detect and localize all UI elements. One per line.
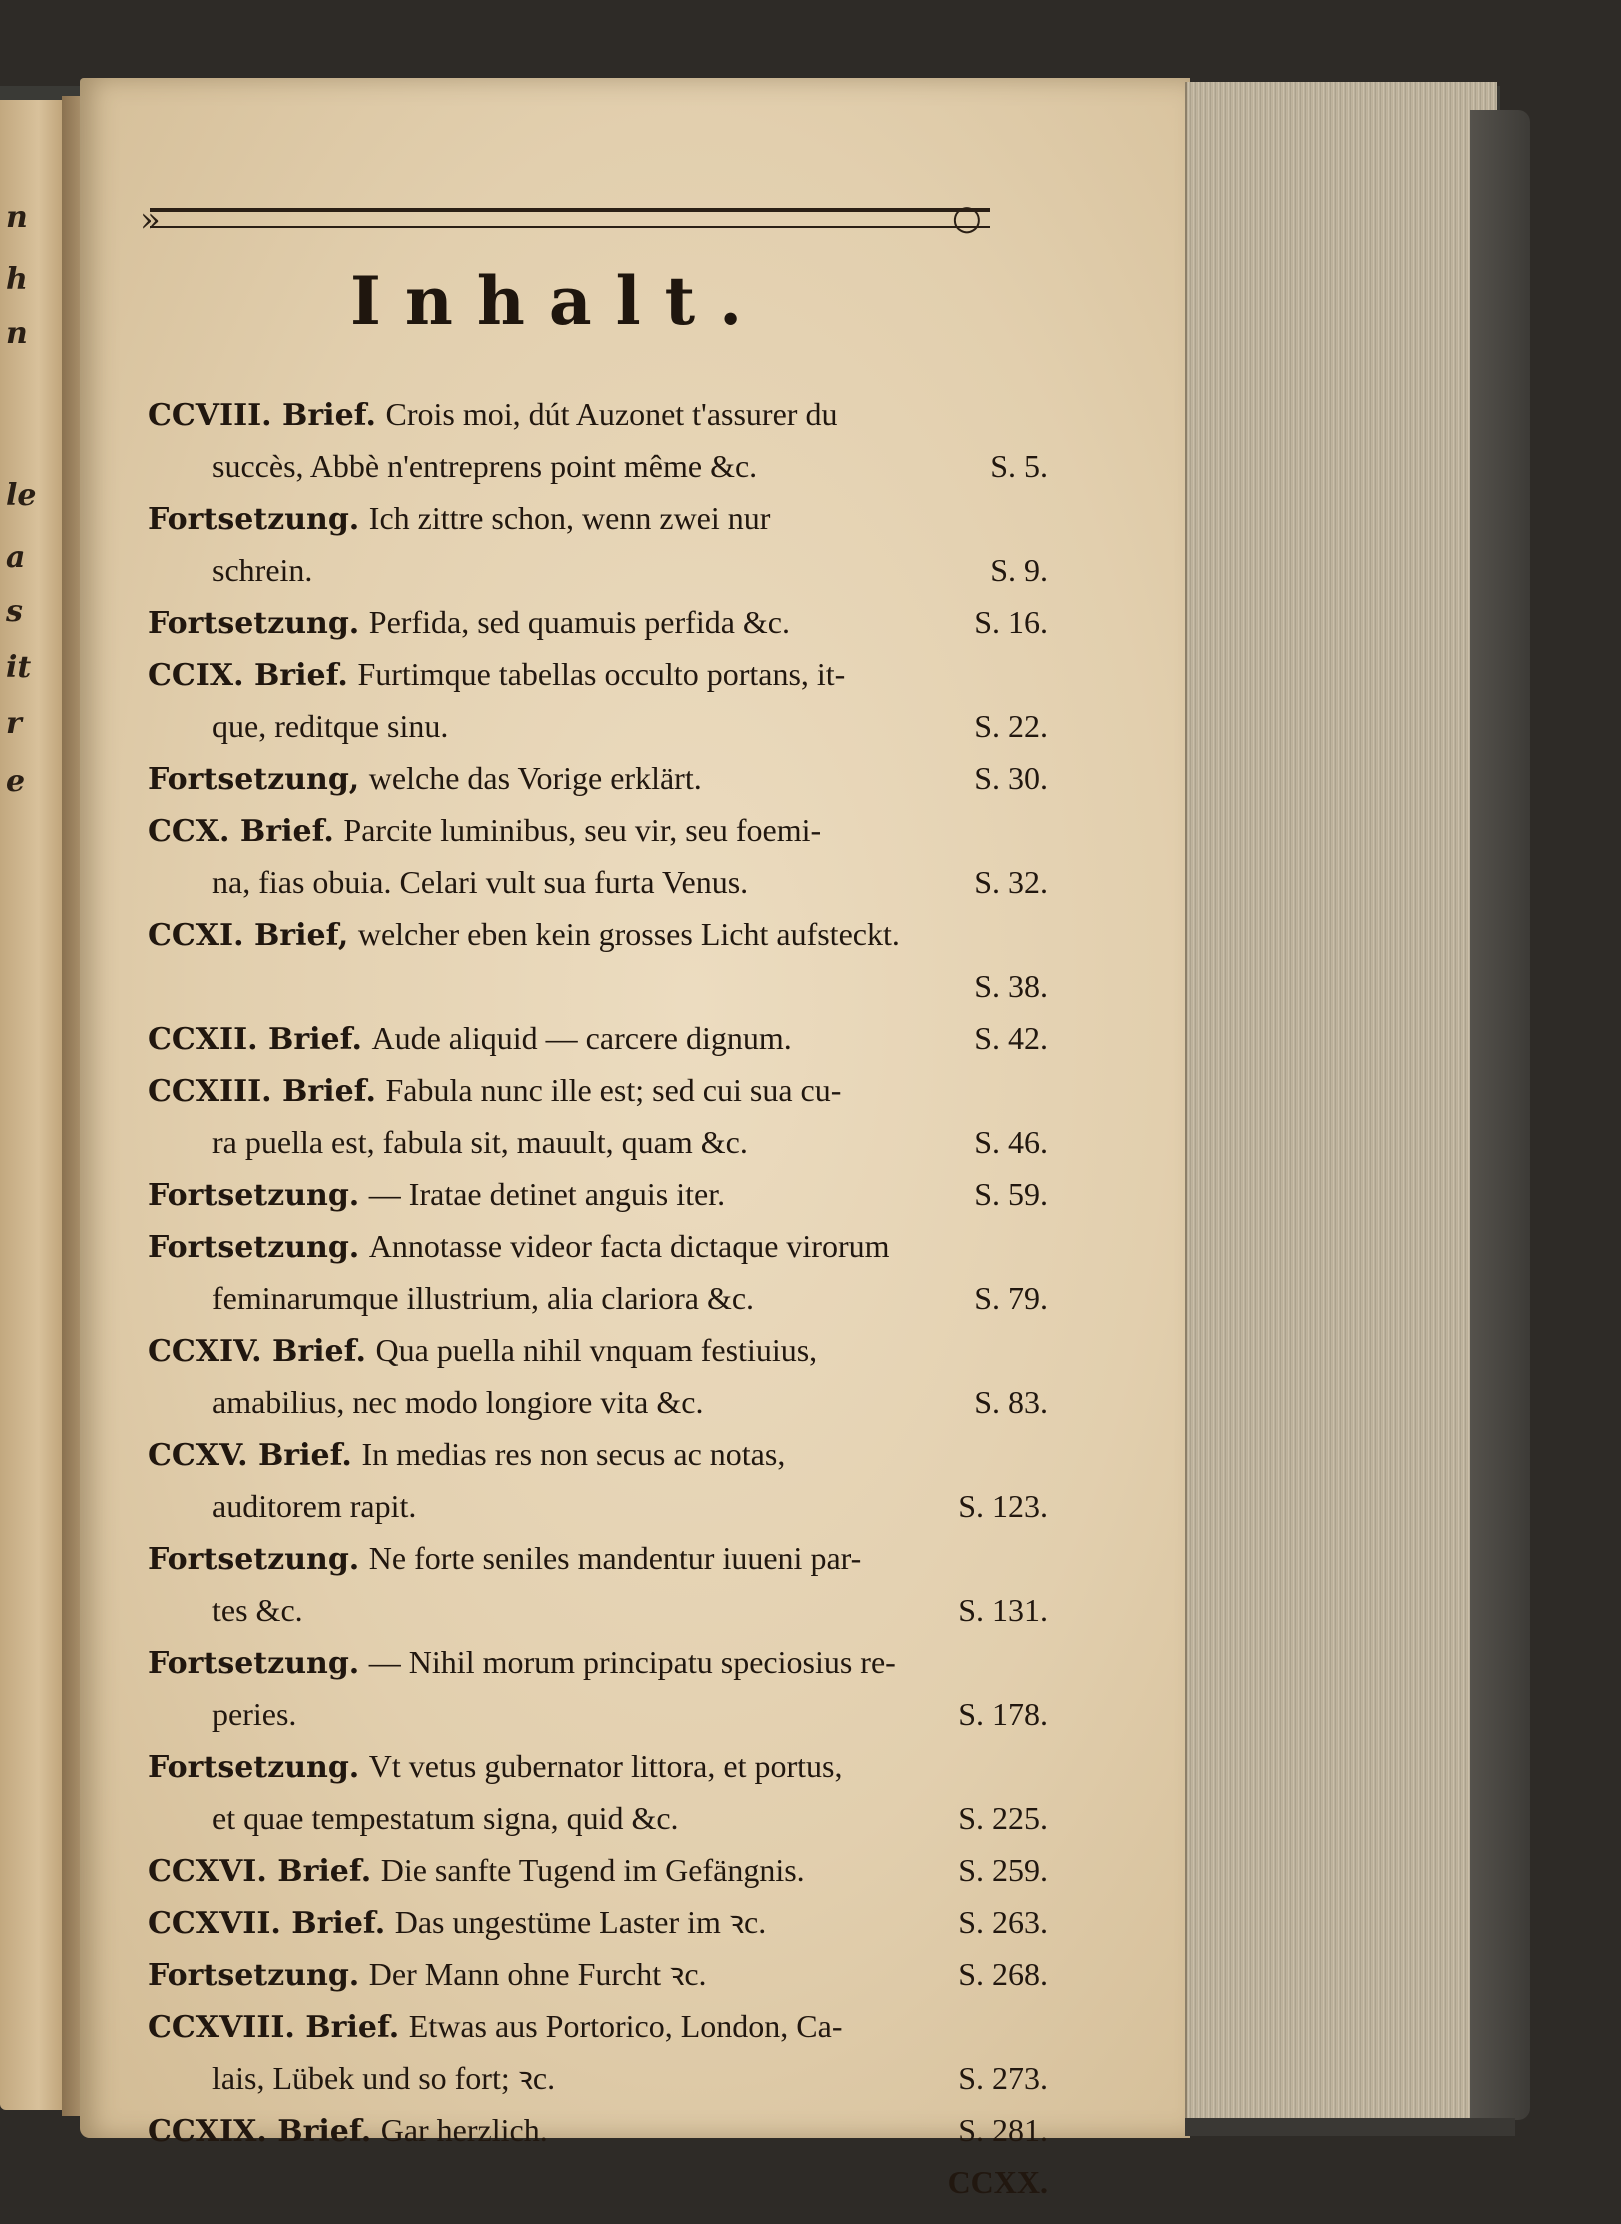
toc-row bbox=[148, 804, 1048, 856]
toc-row bbox=[148, 1168, 1048, 1220]
toc-entry-label: Fortsetzung. bbox=[148, 1958, 360, 1993]
toc-row bbox=[148, 1428, 1048, 1480]
toc-page-number: S. 9. bbox=[990, 552, 1048, 588]
table-of-contents bbox=[148, 388, 1048, 2208]
toc-entry-text: amabilius, nec modo longiore vita &c. bbox=[212, 1384, 704, 1420]
toc-row bbox=[148, 388, 1048, 440]
toc-row bbox=[148, 1896, 1048, 1948]
toc-entry-text: Etwas aus Portorico, London, Ca- bbox=[408, 2008, 843, 2044]
toc-entry-text: In medias res non secus ac notas, bbox=[361, 1436, 786, 1472]
toc-entry-label: CCXII. Brief. bbox=[148, 1022, 362, 1057]
toc-page-number: S. 59. bbox=[974, 1176, 1048, 1212]
toc-entry-label: CCXIX. Brief. bbox=[148, 2114, 372, 2149]
toc-entry-text: Fabula nunc ille est; sed cui sua cu- bbox=[385, 1072, 842, 1108]
toc-page-number: S. 131. bbox=[958, 1592, 1048, 1628]
toc-row bbox=[148, 752, 1048, 804]
toc-row bbox=[148, 1012, 1048, 1064]
toc-row bbox=[148, 960, 1048, 1012]
toc-entry-text: na, fias obuia. Celari vult sua furta Venus. bbox=[212, 864, 749, 900]
toc-entry-text: Annotasse videor facta dictaque virorum bbox=[368, 1228, 890, 1264]
toc-entry-label: CCXIII. Brief. bbox=[148, 1074, 376, 1109]
toc-page-number: S. 5. bbox=[990, 448, 1048, 484]
toc-page-number: S. 225. bbox=[958, 1800, 1048, 1836]
toc-row bbox=[148, 1688, 1048, 1740]
toc-row bbox=[148, 856, 1048, 908]
toc-row bbox=[148, 1324, 1048, 1376]
toc-entry-text: tes &c. bbox=[212, 1592, 303, 1628]
toc-entry-text: Crois moi, dút Auzonet t'assurer du bbox=[385, 396, 838, 432]
toc-row bbox=[148, 1376, 1048, 1428]
toc-page-number: S. 42. bbox=[974, 1020, 1048, 1056]
toc-row bbox=[148, 1636, 1048, 1688]
toc-entry-text: Aude aliquid — carcere dignum. bbox=[371, 1020, 792, 1056]
left-page-fragment: s bbox=[6, 594, 23, 629]
toc-entry-text: succès, Abbè n'entreprens point même &c. bbox=[212, 448, 758, 484]
toc-row bbox=[148, 2104, 1048, 2156]
left-page-edge bbox=[0, 100, 70, 2110]
toc-page-number: S. 46. bbox=[974, 1124, 1048, 1160]
toc-entry-text: Der Mann ohne Furcht ꝛc. bbox=[368, 1956, 707, 1992]
toc-row bbox=[148, 2000, 1048, 2052]
toc-entry-text: peries. bbox=[212, 1696, 297, 1732]
toc-entry-label: CCXVIII. Brief. bbox=[148, 2010, 400, 2045]
toc-entry-label: CCXIV. Brief. bbox=[148, 1334, 366, 1369]
toc-entry-text: welche das Vorige erklärt. bbox=[368, 760, 702, 796]
toc-entry-label: Fortsetzung. bbox=[148, 1230, 360, 1265]
toc-page-number: S. 268. bbox=[958, 1956, 1048, 1992]
toc-entry-text: Vt vetus gubernator littora, et portus, bbox=[368, 1748, 843, 1784]
toc-entry-label: Fortsetzung, bbox=[148, 762, 360, 797]
toc-entry-label: CCXV. Brief. bbox=[148, 1438, 352, 1473]
toc-page-number: S. 263. bbox=[958, 1904, 1048, 1940]
toc-entry-text: schrein. bbox=[212, 552, 313, 588]
left-page-fragment: r bbox=[6, 706, 22, 741]
catchword: CCXX. bbox=[947, 2164, 1048, 2200]
toc-entry-label: CCVIII. Brief. bbox=[148, 398, 376, 433]
rule-ornament-left: » bbox=[140, 200, 161, 240]
toc-entry-label: Fortsetzung. bbox=[148, 1750, 360, 1785]
toc-page-number: S. 79. bbox=[974, 1280, 1048, 1316]
toc-entry-text: Perfida, sed quamuis perfida &c. bbox=[368, 604, 790, 640]
toc-page-number: S. 259. bbox=[958, 1852, 1048, 1888]
toc-page-number: S. 38. bbox=[974, 968, 1048, 1004]
toc-entry-label: Fortsetzung. bbox=[148, 502, 360, 537]
toc-entry-text: Gar herzlich. bbox=[380, 2112, 548, 2148]
left-page-fragment: a bbox=[6, 540, 26, 575]
toc-entry-text: Parcite luminibus, seu vir, seu foemi- bbox=[343, 812, 822, 848]
toc-entry-text: Die sanfte Tugend im Gefängnis. bbox=[380, 1852, 805, 1888]
toc-entry-label: Fortsetzung. bbox=[148, 1646, 360, 1681]
toc-entry-label: Fortsetzung. bbox=[148, 1542, 360, 1577]
toc-row bbox=[148, 648, 1048, 700]
toc-row bbox=[148, 440, 1048, 492]
toc-entry-text: welcher eben kein grosses Licht aufsteckt. bbox=[357, 916, 900, 952]
toc-page-number: S. 83. bbox=[974, 1384, 1048, 1420]
toc-entry-text: Das ungestüme Laster im ꝛc. bbox=[394, 1904, 767, 1940]
toc-entry-text: lais, Lübek und so fort; ꝛc. bbox=[212, 2060, 556, 2096]
book-cover-bottom bbox=[1185, 2118, 1515, 2136]
toc-row bbox=[148, 1584, 1048, 1636]
toc-entry-label: CCXVI. Brief. bbox=[148, 1854, 372, 1889]
toc-row bbox=[148, 1064, 1048, 1116]
toc-page-number: S. 273. bbox=[958, 2060, 1048, 2096]
toc-row bbox=[148, 700, 1048, 752]
toc-entry-text: et quae tempestatum signa, quid &c. bbox=[212, 1800, 679, 1836]
toc-entry-text: Ne forte seniles mandentur iuueni par- bbox=[368, 1540, 862, 1576]
toc-row bbox=[148, 492, 1048, 544]
toc-row bbox=[148, 1948, 1048, 2000]
toc-entry-label: CCIX. Brief. bbox=[148, 658, 348, 693]
toc-entry-text: ra puella est, fabula sit, mauult, quam &c. bbox=[212, 1124, 748, 1160]
toc-row bbox=[148, 1220, 1048, 1272]
page-title: Inhalt. bbox=[350, 262, 767, 340]
toc-row bbox=[148, 544, 1048, 596]
toc-row bbox=[148, 596, 1048, 648]
toc-entry-text: feminarumque illustrium, alia clariora &c. bbox=[212, 1280, 755, 1316]
toc-page-number: S. 30. bbox=[974, 760, 1048, 796]
toc-entry-label: Fortsetzung. bbox=[148, 606, 360, 641]
left-page-fragment: h bbox=[6, 262, 28, 297]
toc-row bbox=[148, 1116, 1048, 1168]
toc-entry-label: CCXVII. Brief. bbox=[148, 1906, 386, 1941]
left-page-fragment: le bbox=[6, 478, 37, 513]
toc-entry-label: CCX. Brief. bbox=[148, 814, 334, 849]
toc-page-number: S. 281. bbox=[958, 2112, 1048, 2148]
toc-page-number: S. 32. bbox=[974, 864, 1048, 900]
rule-ornament-right: ○ bbox=[952, 198, 982, 238]
toc-row bbox=[148, 1272, 1048, 1324]
toc-page-number: S. 22. bbox=[974, 708, 1048, 744]
left-page-fragment: n bbox=[6, 200, 28, 235]
toc-page-number: S. 178. bbox=[958, 1696, 1048, 1732]
left-page-fragment: n bbox=[6, 316, 28, 351]
toc-row bbox=[148, 1792, 1048, 1844]
catchword-row bbox=[148, 2156, 1048, 2208]
toc-entry-text: auditorem rapit. bbox=[212, 1488, 417, 1524]
toc-row bbox=[148, 1480, 1048, 1532]
page-edges bbox=[1185, 82, 1497, 2132]
toc-entry-text: que, reditque sinu. bbox=[212, 708, 449, 744]
toc-entry-label: Fortsetzung. bbox=[148, 1178, 360, 1213]
toc-page-number: S. 16. bbox=[974, 604, 1048, 640]
toc-row bbox=[148, 1532, 1048, 1584]
toc-entry-text: Furtimque tabellas occulto portans, it- bbox=[357, 656, 846, 692]
left-page-fragment: e bbox=[6, 764, 26, 799]
left-page-fragment: it bbox=[6, 650, 32, 685]
toc-page-number: S. 123. bbox=[958, 1488, 1048, 1524]
toc-row bbox=[148, 1740, 1048, 1792]
toc-entry-text: Ich zittre schon, wenn zwei nur bbox=[368, 500, 771, 536]
toc-entry-text: — Nihil morum principatu speciosius re- bbox=[368, 1644, 896, 1680]
toc-row bbox=[148, 1844, 1048, 1896]
toc-entry-text: — Iratae detinet anguis iter. bbox=[368, 1176, 726, 1212]
toc-entry-label: CCXI. Brief, bbox=[148, 918, 349, 953]
toc-row bbox=[148, 908, 1048, 960]
header-rule bbox=[150, 208, 990, 228]
toc-entry-text: Qua puella nihil vnquam festiuius, bbox=[375, 1332, 818, 1368]
toc-row bbox=[148, 2052, 1048, 2104]
book-cover-right bbox=[1470, 110, 1530, 2120]
